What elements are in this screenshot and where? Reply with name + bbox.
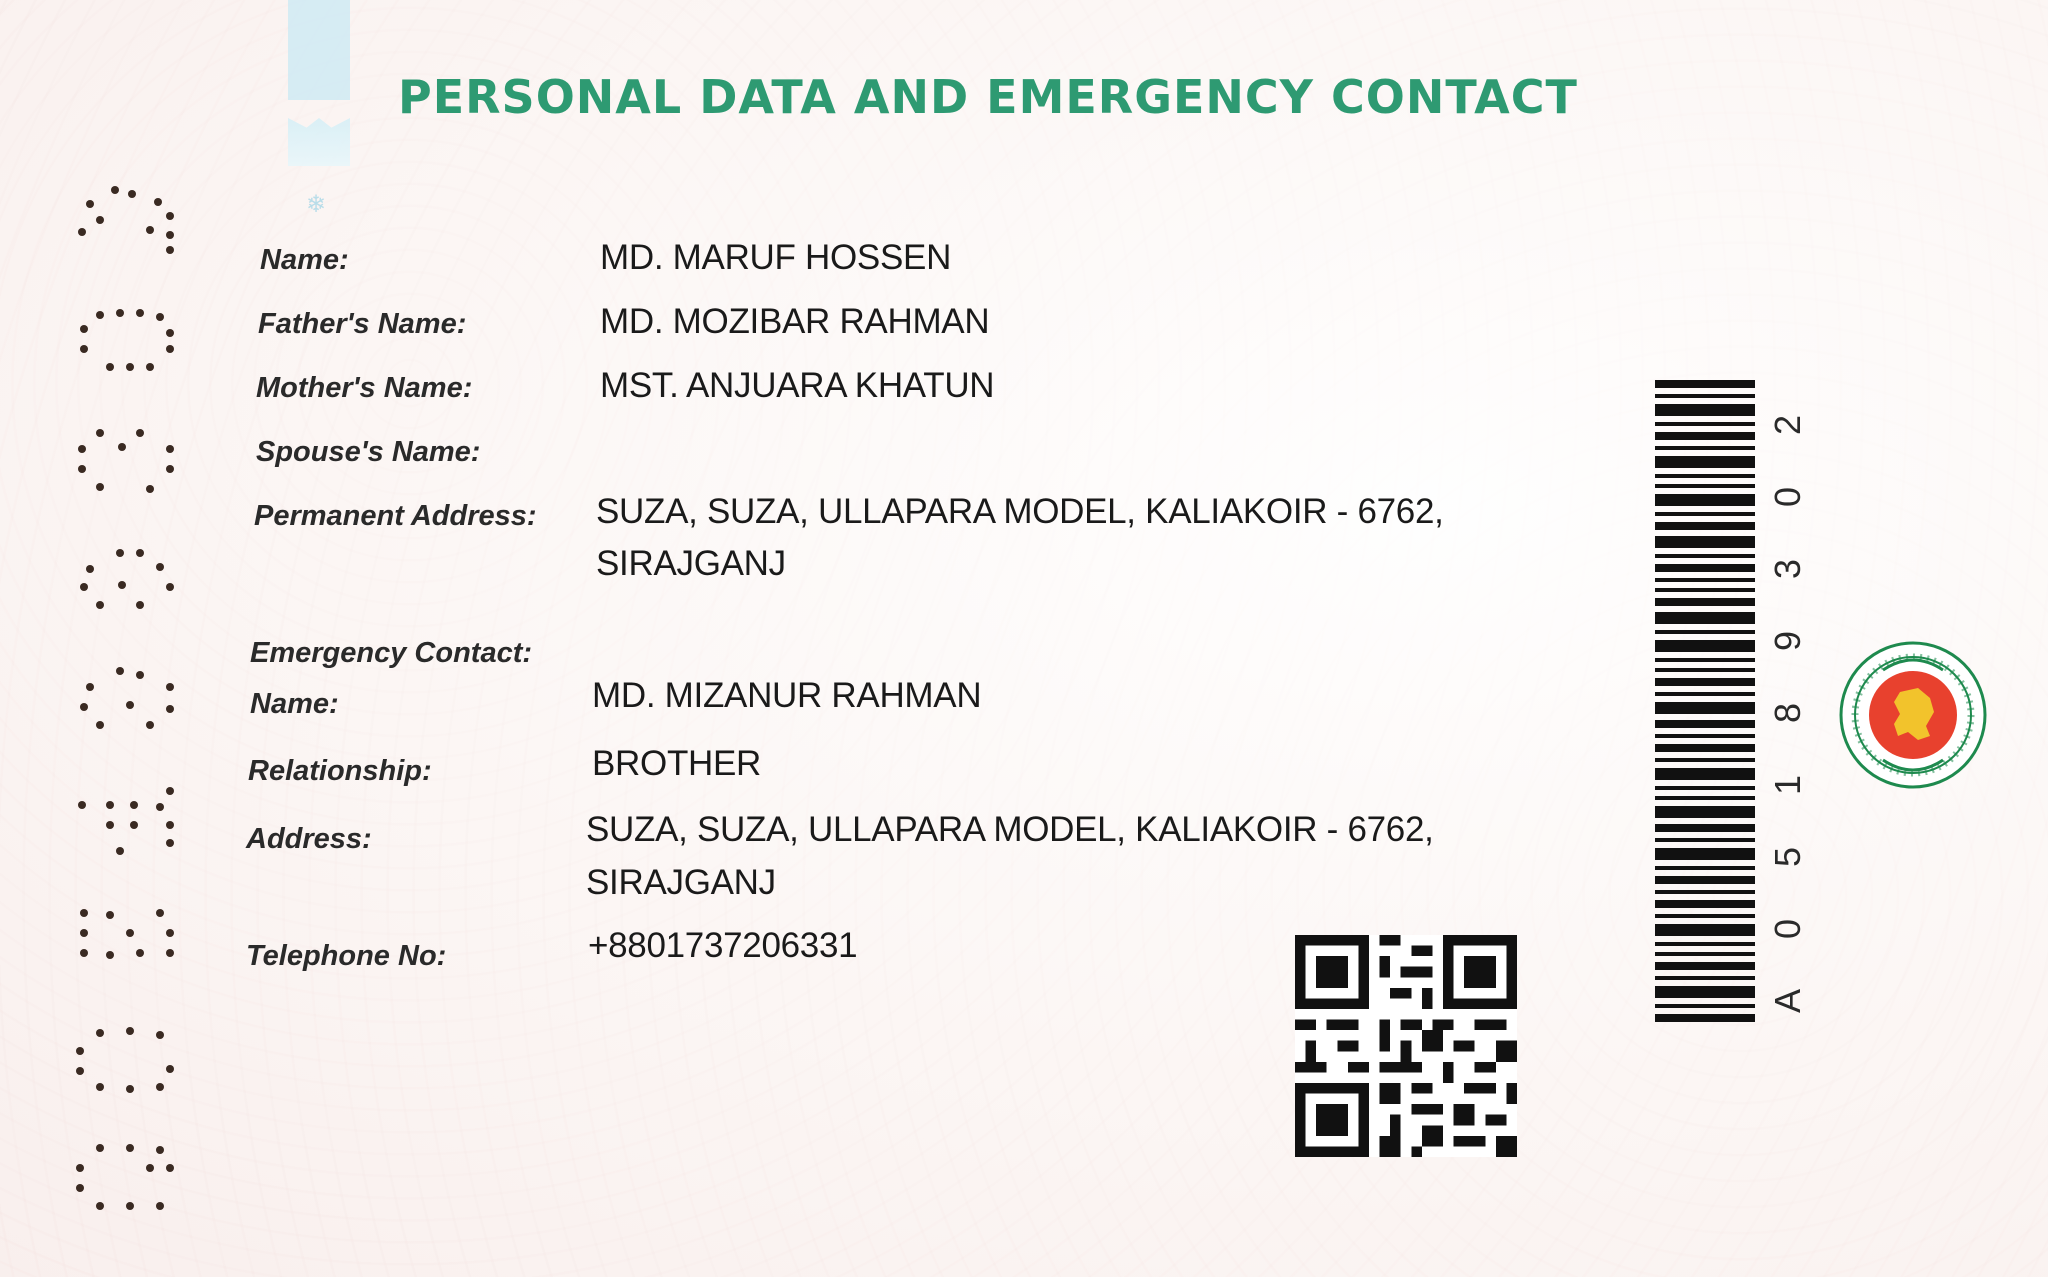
document-number-digit: 8 (1767, 702, 1808, 724)
permanent-address-line2: SIRAJGANJ (596, 544, 786, 583)
document-number-digit: A (1767, 989, 1808, 1014)
government-seal-icon (1838, 640, 1988, 795)
father-name-value: MD. MOZIBAR RAHMAN (600, 302, 990, 341)
mother-name-value: MST. ANJUARA KHATUN (600, 366, 995, 405)
hologram-emblem (288, 118, 350, 166)
document-number-digit: 0 (1767, 486, 1808, 508)
permanent-address-label: Permanent Address: (254, 500, 537, 532)
name-label: Name: (260, 244, 349, 276)
emergency-name-label: Name: (250, 688, 339, 720)
document-number-digit: 0 (1767, 918, 1808, 940)
document-number-digit: 1 (1767, 774, 1808, 796)
telephone-value: +8801737206331 (588, 926, 858, 965)
permanent-address-line1: SUZA, SUZA, ULLAPARA MODEL, KALIAKOIR - 6762, (596, 492, 1444, 531)
qr-code-icon (1295, 935, 1517, 1162)
hologram-dot-icon: ❄ (306, 191, 327, 218)
spouse-name-label: Spouse's Name: (256, 436, 481, 468)
document-number-digit: 5 (1767, 846, 1808, 868)
name-value: MD. MARUF HOSSEN (600, 238, 952, 277)
mother-name-label: Mother's Name: (256, 372, 473, 404)
barcode-icon (1655, 380, 1755, 1035)
emergency-address-label: Address: (246, 823, 372, 855)
document-number (1758, 400, 1818, 1020)
relationship-label: Relationship: (248, 755, 432, 787)
emergency-address-line1: SUZA, SUZA, ULLAPARA MODEL, KALIAKOIR - 6762, (586, 810, 1434, 849)
document-number-digit: 9 (1767, 630, 1808, 652)
document-number-digit: 3 (1767, 558, 1808, 580)
relationship-value: BROTHER (592, 744, 762, 783)
emergency-contact-heading: Emergency Contact: (250, 637, 533, 669)
emergency-name-value: MD. MIZANUR RAHMAN (592, 676, 982, 715)
document-number-digit: 2 (1767, 414, 1808, 436)
hologram-strip (288, 0, 350, 100)
page-title: PERSONAL DATA AND EMERGENCY CONTACT (398, 70, 1578, 124)
telephone-label: Telephone No: (246, 940, 447, 972)
perforated-number-icon (70, 180, 180, 1220)
emergency-address-line2: SIRAJGANJ (586, 863, 776, 902)
father-name-label: Father's Name: (258, 308, 467, 340)
